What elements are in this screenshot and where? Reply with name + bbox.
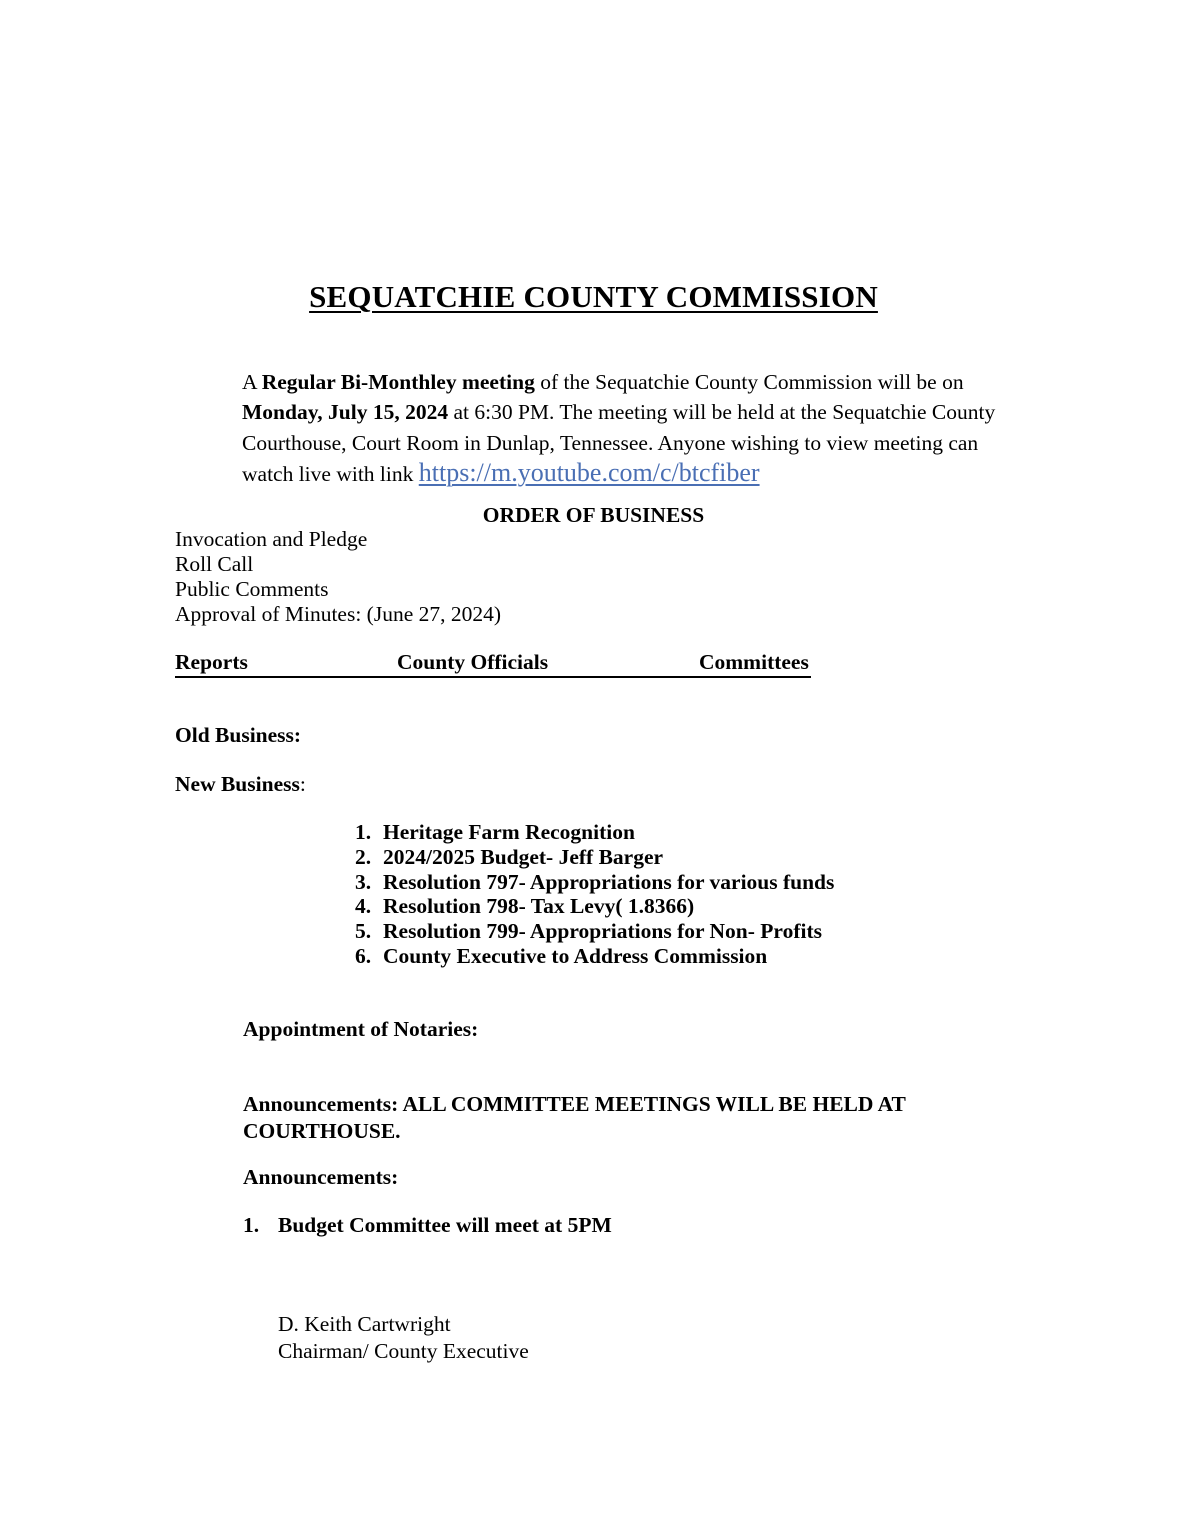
list-item-label: Resolution 799- Appropriations for Non- Profits [383, 919, 822, 944]
column-heading-reports: Reports [175, 650, 248, 674]
list-item [355, 919, 834, 944]
announcements-primary: Announcements: ALL COMMITTEE MEETINGS WILL BE HELD AT COURTHOUSE. [243, 1092, 906, 1143]
section-column-headings [175, 650, 811, 678]
list-item-number: 5. [355, 919, 372, 944]
list-item [355, 820, 834, 845]
intro-bold-meeting-type: Regular Bi-Monthley meeting [261, 369, 535, 394]
new-business-heading-colon: : [299, 772, 306, 796]
list-item [243, 1213, 612, 1238]
list-item-label: Resolution 798- Tax Levy( 1.8366) [383, 894, 695, 919]
list-item: Roll Call [175, 552, 254, 576]
list-item: Invocation and Pledge [175, 527, 368, 551]
new-business-heading [175, 772, 306, 797]
announcements-secondary-heading: Announcements: [243, 1165, 399, 1189]
new-business-heading-text: New Business [175, 772, 300, 796]
list-item [355, 944, 834, 969]
list-item: Public Comments [175, 577, 329, 601]
youtube-livestream-link[interactable]: https://m.youtube.com/c/btcfiber [418, 458, 760, 487]
column-heading-committees: Committees [699, 650, 809, 674]
intro-middle-one: of the Sequatchie County Commission will be on [534, 369, 964, 394]
list-item [355, 870, 834, 895]
list-item-label: County Executive to Address Commission [383, 943, 768, 968]
list-item [355, 894, 834, 919]
list-item-number: 3. [355, 869, 372, 894]
list-item-label: Resolution 797- Appropriations for various funds [383, 869, 835, 894]
announcements-list [243, 1213, 612, 1238]
signature-name: D. Keith Cartwright [278, 1312, 451, 1336]
signature-title: Chairman/ County Executive [278, 1339, 529, 1363]
list-item-number: 4. [355, 894, 372, 919]
list-item-number: 1. [243, 1213, 260, 1237]
list-item-number: 2. [355, 844, 372, 869]
list-item-label: Budget Committee will meet at 5PM [278, 1213, 612, 1237]
list-item [355, 845, 834, 870]
list-item-label: Heritage Farm Recognition [383, 820, 635, 844]
signature-block [278, 1311, 529, 1365]
list-item-number: 1. [355, 820, 372, 844]
list-item-label: 2024/2025 Budget- Jeff Barger [383, 844, 664, 869]
intro-middle-two: at 6:30 PM. The meeting will be held at the Sequatchie County Courthouse, Court Room in Dunlap, Tennessee. Anyone wishing to view meeting can watch live with link [242, 400, 996, 486]
order-of-business-list [175, 527, 501, 627]
appointment-of-notaries-heading: Appointment of Notaries: [243, 1017, 479, 1041]
intro-lead: A [242, 369, 262, 394]
old-business-heading: Old Business: [175, 723, 302, 747]
order-of-business-heading: ORDER OF BUSINESS [482, 503, 705, 527]
column-heading-county-officials: County Officials [397, 650, 549, 674]
meeting-notice-paragraph [242, 367, 1012, 490]
intro-bold-date: Monday, July 15, 2024 [242, 400, 449, 424]
page-title [0, 279, 1187, 315]
page-title-text: SEQUATCHIE COUNTY COMMISSION [309, 278, 878, 314]
list-item-number: 6. [355, 943, 372, 968]
new-business-list [355, 820, 834, 969]
list-item: Approval of Minutes: (June 27, 2024) [175, 602, 502, 626]
